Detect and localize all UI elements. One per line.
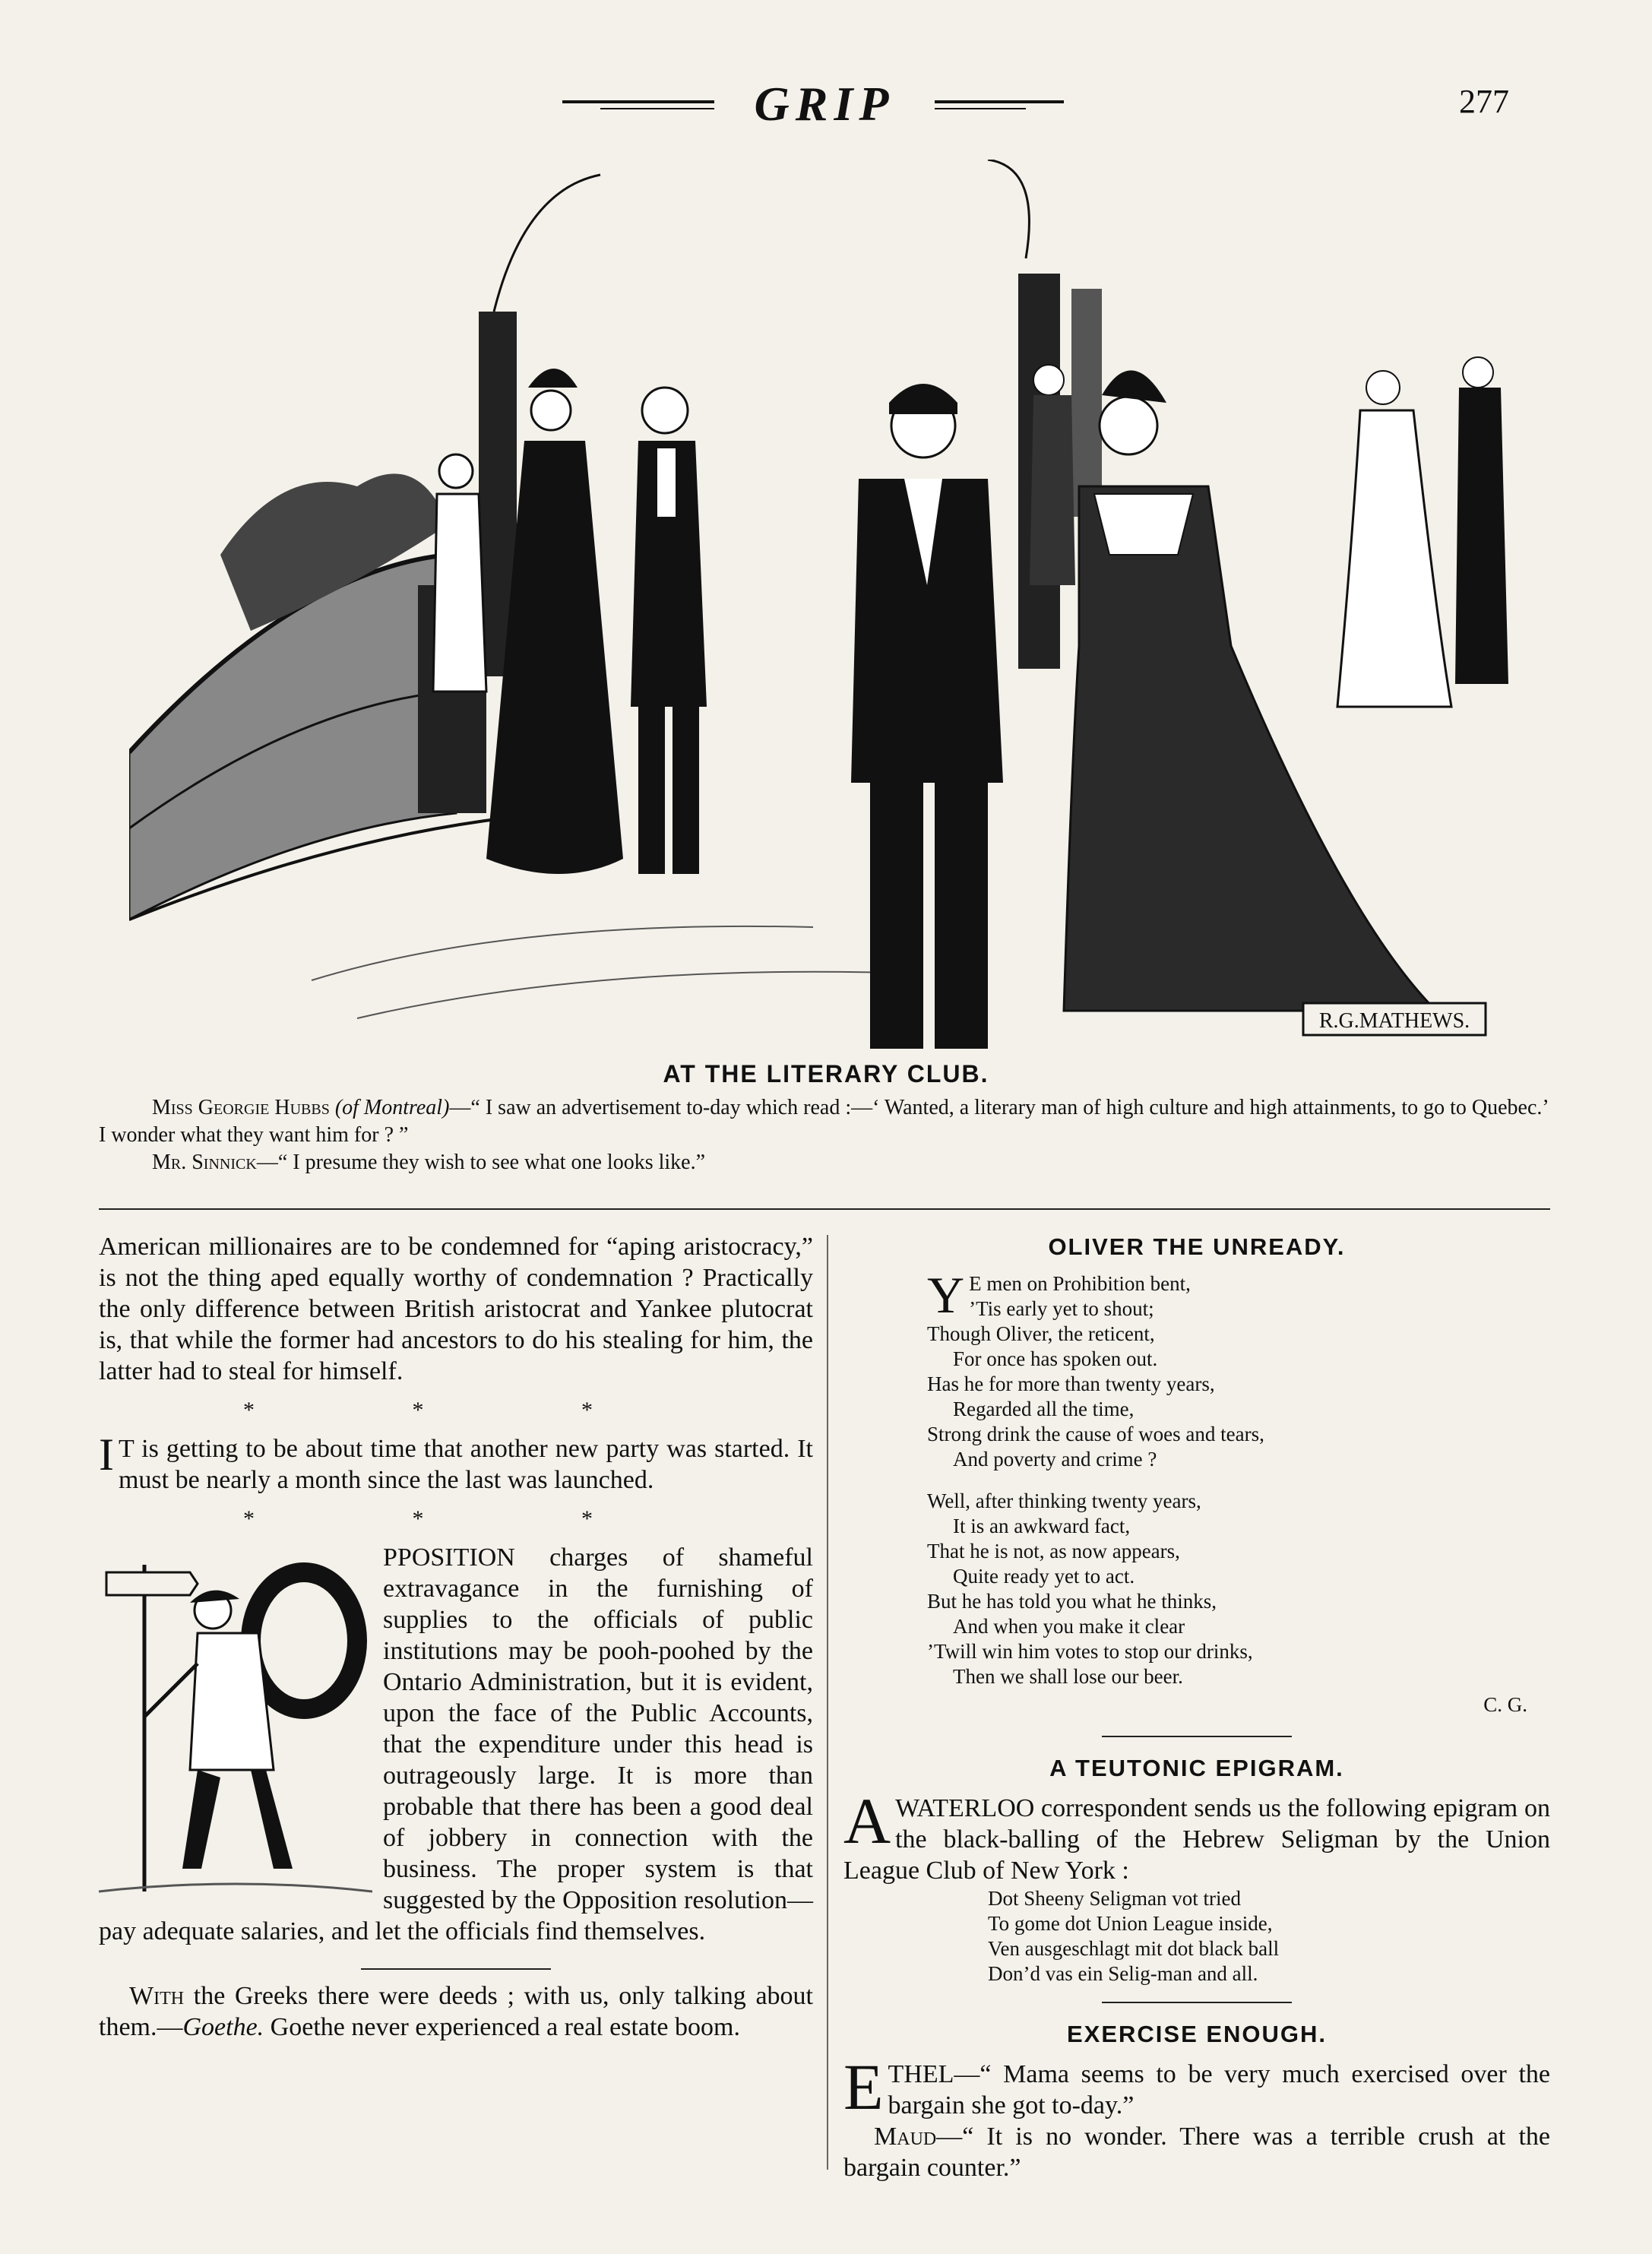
paragraph-text: PPOSITION charges of shameful extravagance in the furnishing of supplies to the officials of public institutions may be pooh-poohed by the Ontario Administration, but it is evident, upon the face of the Public Accounts, that the expenditure under this head is outrageously large. It is more than probable that there has been a good deal of jobbery in connection with the business. The proper system is that suggested by the Opposition resolution—pay adequate salaries, and let the officials find themselves. bbox=[99, 1543, 813, 1945]
caption-dialogue-2 bbox=[99, 1149, 1558, 1176]
poem-line: But he has told you what he thinks, bbox=[927, 1590, 1217, 1613]
speaker-text: —“ I presume they wish to see what one looks like.” bbox=[256, 1151, 705, 1174]
epigram-line: Don’d vas ein Selig-man and all. bbox=[988, 1962, 1258, 1985]
speaker-name: Miss Georgie Hubbs bbox=[152, 1096, 330, 1119]
cartoon-caption-title: AT THE LITERARY CLUB. bbox=[663, 1060, 989, 1087]
poem-line: For once has spoken out. bbox=[953, 1347, 1158, 1370]
section-divider bbox=[99, 1208, 1550, 1210]
epigram-line: Dot Sheeny Seligman vot tried bbox=[988, 1887, 1241, 1910]
poem-line: Then we shall lose our beer. bbox=[953, 1665, 1183, 1688]
epigram-title: A TEUTONIC EPIGRAM. bbox=[1049, 1755, 1344, 1781]
paragraph-text: T is getting to be about time that another new party was started. It must be nearly a month since the last was launched. bbox=[118, 1435, 813, 1494]
paragraph-text: WATERLOO correspondent sends us the following epigram on the black-balling of the Hebrew Seligman by the Union League Club of New York : bbox=[843, 1794, 1550, 1885]
section-rule bbox=[1102, 2002, 1292, 2003]
man-with-wreath-drawing bbox=[99, 1542, 372, 1907]
masthead-rule-right-thin bbox=[935, 108, 1026, 109]
poem-title: OLIVER THE UNREADY. bbox=[1048, 1233, 1346, 1260]
epigram-verse bbox=[843, 1886, 1550, 1986]
poem-line: That he is not, as now appears, bbox=[927, 1540, 1180, 1562]
poem-signature: C. G. bbox=[1483, 1693, 1527, 1716]
paragraph-millionaires: American millionaires are to be condemned for “aping aristocracy,” is not the thing aped equally worthy of condemnation ? Practically the only difference between British aristocrat and Yankee plutocrat is, that while the former had ancestors to do his stealing for him, the latter had to steal for himself. bbox=[99, 1233, 813, 1385]
drop-cap: I bbox=[99, 1429, 114, 1480]
right-column bbox=[843, 1231, 1550, 2183]
page-number: 277 bbox=[1459, 83, 1509, 120]
caption-dialogue-1 bbox=[99, 1094, 1558, 1149]
section-rule bbox=[361, 1968, 551, 1970]
left-column bbox=[99, 1231, 813, 2043]
drop-cap: Y bbox=[927, 1266, 965, 1324]
poem-line: Has he for more than twenty years, bbox=[927, 1372, 1215, 1395]
section-stars: * * * bbox=[243, 1506, 669, 1531]
paragraph-text: the Greeks there were deeds ; with us, only talking about them.— bbox=[99, 1982, 813, 2041]
drop-cap: E bbox=[843, 2050, 884, 2123]
epigram-intro bbox=[843, 1784, 1550, 1886]
artist-signature: R.G.MATHEWS. bbox=[1318, 1009, 1470, 1033]
paragraph-new-party bbox=[99, 1429, 813, 1496]
poem-line: Though Oliver, the reticent, bbox=[927, 1322, 1155, 1345]
ballroom-scene-drawing bbox=[129, 160, 1520, 1056]
epigram-line: Ven ausgeschlagt mit dot black ball bbox=[988, 1937, 1280, 1960]
masthead-title: GRIP bbox=[754, 77, 895, 131]
poem-line: It is an awkward fact, bbox=[953, 1515, 1131, 1537]
column-divider bbox=[827, 1235, 828, 2170]
citation: Goethe. bbox=[182, 2013, 264, 2041]
poem-line: ’Tis early yet to shout; bbox=[969, 1297, 1154, 1320]
masthead bbox=[0, 68, 1652, 137]
speaker-name: Maud bbox=[874, 2123, 937, 2151]
paragraph-goethe bbox=[99, 1980, 813, 2043]
masthead-rule-left-thin bbox=[600, 108, 714, 109]
section-stars: * * * bbox=[243, 1398, 669, 1423]
opposition-cartoon-figure bbox=[99, 1542, 372, 1907]
exercise-title: EXERCISE ENOUGH. bbox=[1066, 2021, 1328, 2047]
poem-oliver bbox=[843, 1266, 1550, 1689]
paragraph-text: Goethe never experienced a real estate boom. bbox=[264, 2013, 740, 2041]
paragraph-text: —“ It is no wonder. There was a terrible crush at the bargain counter.” bbox=[843, 2123, 1550, 2182]
poem-line: Regarded all the time, bbox=[953, 1398, 1135, 1420]
section-rule bbox=[1102, 1736, 1292, 1737]
poem-line: E men on Prohibition bent, bbox=[969, 1272, 1191, 1295]
masthead-rule-left bbox=[562, 100, 714, 103]
epigram-line: To gome dot Union League inside, bbox=[988, 1912, 1273, 1935]
poem-line: Strong drink the cause of woes and tears, bbox=[927, 1423, 1264, 1445]
poem-line: Well, after thinking twenty years, bbox=[927, 1489, 1201, 1512]
speaker-name: Mr. Sinnick bbox=[152, 1151, 257, 1174]
speaker-text: —“ I saw an advertisement to-day which read :—‘ Wanted, a literary man of high culture and high attainments, to go to Quebec.’ I wonder what they want him for ? ” bbox=[99, 1096, 1548, 1147]
poem-line: ’Twill win him votes to stop our drinks, bbox=[927, 1640, 1253, 1663]
poem-line: And poverty and crime ? bbox=[953, 1448, 1157, 1470]
exercise-line-2 bbox=[843, 2121, 1550, 2183]
paragraph-text: THEL—“ Mama seems to be very much exercised over the bargain she got to-day.” bbox=[888, 2060, 1550, 2119]
poem-line: Quite ready yet to act. bbox=[953, 1565, 1135, 1588]
exercise-line-1 bbox=[843, 2050, 1550, 2123]
lead-word: With bbox=[129, 1982, 185, 2010]
paragraph-opposition bbox=[99, 1542, 813, 1947]
speaker-place: (of Montreal) bbox=[334, 1096, 450, 1119]
cartoon-illustration bbox=[129, 160, 1520, 1056]
drop-cap: A bbox=[843, 1784, 891, 1857]
poem-line: And when you make it clear bbox=[953, 1615, 1185, 1638]
masthead-rule-right bbox=[935, 100, 1064, 103]
cartoon-caption-body bbox=[99, 1094, 1558, 1176]
